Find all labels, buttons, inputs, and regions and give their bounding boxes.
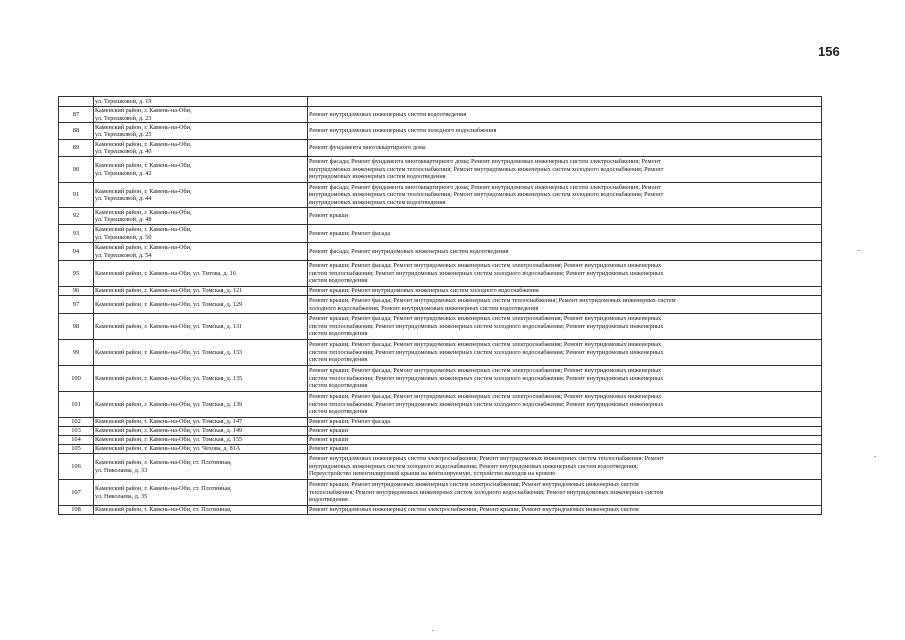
address-line: ул. Терешковой, д. 42 [95,169,152,177]
address-line: ул. Терешковой, д. 50 [95,233,152,241]
address-cell [94,287,308,296]
table-row [59,296,822,314]
works-line: Ремонт крыши; Ремонт фасада; Ремонт внутридомовых инженерных систем электроснабжения; Ремонт внутридомовых инженерных [309,341,662,349]
address-cell [94,445,308,454]
address-line: ул. Терешковой, д. 48 [95,216,152,224]
table-row [59,314,822,340]
address-line: ул. Терешковой, д. 54 [95,251,152,259]
works-cell [308,427,822,436]
works-line: Ремонт крыши; Ремонт фасада; Ремонт внутридомовых инженерных систем электроснабжения; Ремонт внутридомовых инженерных [309,393,662,401]
works-cell [308,506,822,515]
address-line: Каменский район, г. Камень-на-Оби, ул. Томская, д. 139 [95,400,243,408]
table-row [59,261,822,287]
address-cell [94,340,308,366]
works-line: Ремонт крыши; Ремонт внутридомовых инженерных систем холодного водоснабжения [309,287,539,295]
works-cell [308,445,822,454]
address-line: ул. Терешковой, д. 23 [95,114,152,122]
works-line: Ремонт крыши; Ремонт внутридомовых инженерных систем электроснабжения; Ремонт внутридомовых инженерных систем [309,481,639,489]
works-cell [308,436,822,445]
address-line: Каменский район, г. Камень-на-Оби, ст. Плотинная, [95,485,232,493]
address-cell [94,454,308,480]
works-line: систем водоотведения [309,277,368,285]
row-number: 91 [59,183,94,208]
address-line: ул. Терешковой, д. 25 [95,131,152,139]
works-line: систем водоотведения [309,408,368,416]
works-cell [308,480,822,506]
works-line: Ремонт крыши [309,212,349,220]
address-line: Каменский район, г. Камень-на-Оби, ст. Плотинная, [95,459,232,467]
address-cell [94,157,308,183]
works-cell [308,261,822,287]
works-cell [308,157,822,183]
row-number: 99 [59,340,94,366]
works-cell [308,183,822,208]
address-cell [94,243,308,261]
works-cell [308,97,822,107]
works-cell [308,287,822,296]
works-line: систем теплоснабжения; Ремонт внутридомовых инженерных систем холодного водоснабжения; Ремонт внутридомовых инженерных [309,269,664,277]
address-line: Каменский район, г. Камень-на-Оби, ул. Томская, д. 129 [95,300,243,308]
address-cell [94,427,308,436]
row-number: 96 [59,287,94,296]
works-line: Переустройство невентилируемой крыши на вентилируемую, устройство выходов на кровлю [309,470,556,478]
works-line: систем теплоснабжения; Ремонт внутридомовых инженерных систем холодного водоснабжения; Ремонт внутридомовых инженерных [309,348,664,356]
works-cell [308,296,822,314]
works-line: Ремонт крыши; Ремонт фасада [309,229,391,237]
address-line: ул. Николаева, д. 35 [95,492,148,500]
table-row [59,208,822,225]
works-line: Ремонт крыши; Ремонт фасада; Ремонт внутридомовых инженерных систем электроснабжения; Ремонт внутридомовых инженерных [309,315,662,323]
works-cell [308,243,822,261]
works-cell [308,225,822,243]
row-number: 98 [59,314,94,340]
works-line: Ремонт фасада; Ремонт фундамента многоквартирного дома; Ремонт внутридомовых инженерных систем электроснабжения; Ремонт [309,158,661,166]
address-cell [94,418,308,427]
row-number [59,97,94,107]
works-line: Ремонт крыши; Ремонт фасада; Ремонт внутридомовых инженерных систем электроснабжения; Ремонт внутридомовых инженерных [309,262,662,270]
address-cell [94,261,308,287]
table-row [59,427,822,436]
works-line: систем водоотведения [309,330,368,338]
works-line: Ремонт внутридомовых инженерных систем холодного водоснабжения [309,127,497,135]
works-line: Ремонт внутридомовых инженерных систем водоотведения [309,110,467,118]
table-row [59,225,822,243]
address-cell [94,107,308,123]
row-number: 100 [59,366,94,392]
row-number: 93 [59,225,94,243]
address-line: Каменский район, г. Камень-на-Оби, [95,107,192,114]
table-row [59,183,822,208]
address-line: Каменский район, г. Камень-на-Оби, ул. Томская, д. 133 [95,348,243,356]
address-cell [94,436,308,445]
address-cell [94,183,308,208]
works-line: систем теплоснабжения; Ремонт внутридомовых инженерных систем холодного водоснабжения; Ремонт внутридомовых инженерных [309,400,664,408]
repair-program-table [58,96,822,515]
address-line: Каменский район, г. Камень-на-Оби, ул. Томская, д. 131 [95,322,243,330]
address-line: Каменский район, г. Камень-на-Оби, [95,162,192,170]
works-cell [308,107,822,123]
row-number: 107 [59,480,94,506]
table-row [59,97,822,107]
works-line: внутридомовых инженерных систем теплоснабжения; Ремонт внутридомовых инженерных систем холодного водоснабжения; Ремонт [309,191,664,199]
address-line: ул. Николаева, д. 33 [95,466,148,474]
works-cell [308,208,822,225]
address-line: Каменский район, г. Камень-на-Оби, ул. Томская, д. 121 [95,287,243,295]
works-line: теплоснабжения; Ремонт внутридомовых инженерных систем холодного водоснабжения; Ремонт внутридомовых инженерных систем [309,488,664,496]
works-line: Ремонт крыши; Ремонт фасада; Ремонт внутридомовых инженерных систем теплоснабжения; Ремонт внутридомовых инженерных систем [309,297,676,305]
table-row [59,157,822,183]
works-line: холодного водоснабжения; Ремонт внутридомовых инженерных систем водоотведения [309,304,539,312]
address-line: Каменский район, г. Камень-на-Оби, ул. Томская, д. 135 [95,374,243,382]
works-cell [308,123,822,140]
works-cell [308,392,822,418]
works-line: водоотведения [309,496,348,504]
table-row [59,445,822,454]
works-line: систем теплоснабжения; Ремонт внутридомовых инженерных систем холодного водоснабжения; Ремонт внутридомовых инженерных [309,322,664,330]
works-cell [308,140,822,157]
works-line: Ремонт внутридомовых инженерных систем электроснабжения; Ремонт внутридомовых инженерных систем теплоснабжения; Ремонт [309,455,664,463]
address-cell [94,296,308,314]
row-number: 88 [59,123,94,140]
works-line: Ремонт крыши [309,427,349,435]
table-row [59,123,822,140]
table-row [59,287,822,296]
table-row [59,418,822,427]
works-cell [308,340,822,366]
page-number: 156 [818,44,840,59]
row-number: 105 [59,445,94,454]
works-line: Ремонт внутридомовых инженерных систем электроснабжения; Ремонт крыши; Ремонт внутридомовых инженерных систем [309,506,639,514]
row-number: 101 [59,392,94,418]
address-cell [94,140,308,157]
works-line: Ремонт крыши [309,436,349,444]
row-number: 92 [59,208,94,225]
address-cell [94,366,308,392]
row-number: 97 [59,296,94,314]
table-row [59,480,822,506]
works-line: Ремонт крыши; Ремонт фасада [309,418,391,426]
row-number: 106 [59,454,94,480]
address-line: Каменский район, г. Камень-на-Оби, ул. Томская, д. 147 [95,418,243,426]
address-cell [94,480,308,506]
table-row [59,340,822,366]
address-line: ул. Терешковой, д. 40 [95,148,152,156]
table-row [59,506,822,515]
works-cell [308,314,822,340]
works-line: систем теплоснабжения; Ремонт внутридомовых инженерных систем холодного водоснабжения; Ремонт внутридомовых инженерных [309,374,664,382]
address-line: Каменский район, г. Камень-на-Оби, [95,140,192,148]
table-row [59,243,822,261]
address-cell [94,225,308,243]
row-number: 89 [59,140,94,157]
address-cell [94,97,308,107]
address-line: Каменский район, г. Камень-на-Оби, ул. Томская, д. 149 [95,427,243,435]
works-cell [308,454,822,480]
table-row [59,436,822,445]
row-number: 90 [59,157,94,183]
works-line: внутридомовых инженерных систем водоотведения [309,173,446,181]
works-line: внутридомовых инженерных систем водоотведения [309,198,446,206]
table-row [59,392,822,418]
address-cell [94,506,308,515]
address-line: ул. Терешковой, д. 44 [95,195,152,203]
address-cell [94,123,308,140]
table-row [59,454,822,480]
address-line: Каменский район, г. Камень-на-Оби, [95,123,192,131]
table-row [59,140,822,157]
address-line: Каменский район, г. Камень-на-Оби, [95,208,192,216]
row-number: 104 [59,436,94,445]
works-line: систем водоотведения [309,382,368,390]
works-line: систем водоотведения [309,356,368,364]
works-line: Ремонт фасада; Ремонт фундамента многоквартирного дома; Ремонт внутридомовых инженерных систем электроснабжения; Ремонт [309,183,661,191]
address-cell [94,208,308,225]
row-number: 94 [59,243,94,261]
address-line: Каменский район, г. Камень-на-Оби, [95,244,192,252]
address-line: Каменский район, г. Камень-на-Оби, ул. Титова, д. 16 [95,269,236,277]
works-line: Ремонт крыши; Ремонт фасада; Ремонт внутридомовых инженерных систем электроснабжения; Ремонт внутридомовых инженерных [309,367,662,375]
works-line: внутридомовых инженерных систем холодного водоснабжения; Ремонт внутридомовых инженерных систем водоотведения; [309,462,638,470]
works-cell [308,366,822,392]
works-line: Ремонт фасада; Ремонт внутридомовых инженерных систем водоотведения [309,247,509,255]
address-line: Каменский район, г. Камень-на-Оби, ул. Чехова, д. 81А [95,445,241,453]
address-line: Каменский район, г. Камень-на-Оби, ст. Плотинная, [95,506,232,514]
works-line: Ремонт фундамента многоквартирного дома [309,144,426,152]
row-number: 95 [59,261,94,287]
table-row [59,107,822,123]
address-line: ул. Терешковой, д. 19 [95,97,152,105]
row-number: 103 [59,427,94,436]
address-line: Каменский район, г. Камень-на-Оби, ул. Томская, д. 155 [95,436,243,444]
works-line: Ремонт крыши [309,445,349,453]
row-number: 108 [59,506,94,515]
address-line: Каменский район, г. Камень-на-Оби, [95,187,192,195]
row-number: 87 [59,107,94,123]
table-row [59,366,822,392]
address-line: Каменский район, г. Камень-на-Оби, [95,226,192,234]
works-cell [308,418,822,427]
address-cell [94,392,308,418]
table-body [59,97,822,515]
row-number: 102 [59,418,94,427]
works-line: внутридомовых инженерных систем теплоснабжения; Ремонт внутридомовых инженерных систем холодного водоснабжения; Ремонт [309,165,664,173]
address-cell [94,314,308,340]
